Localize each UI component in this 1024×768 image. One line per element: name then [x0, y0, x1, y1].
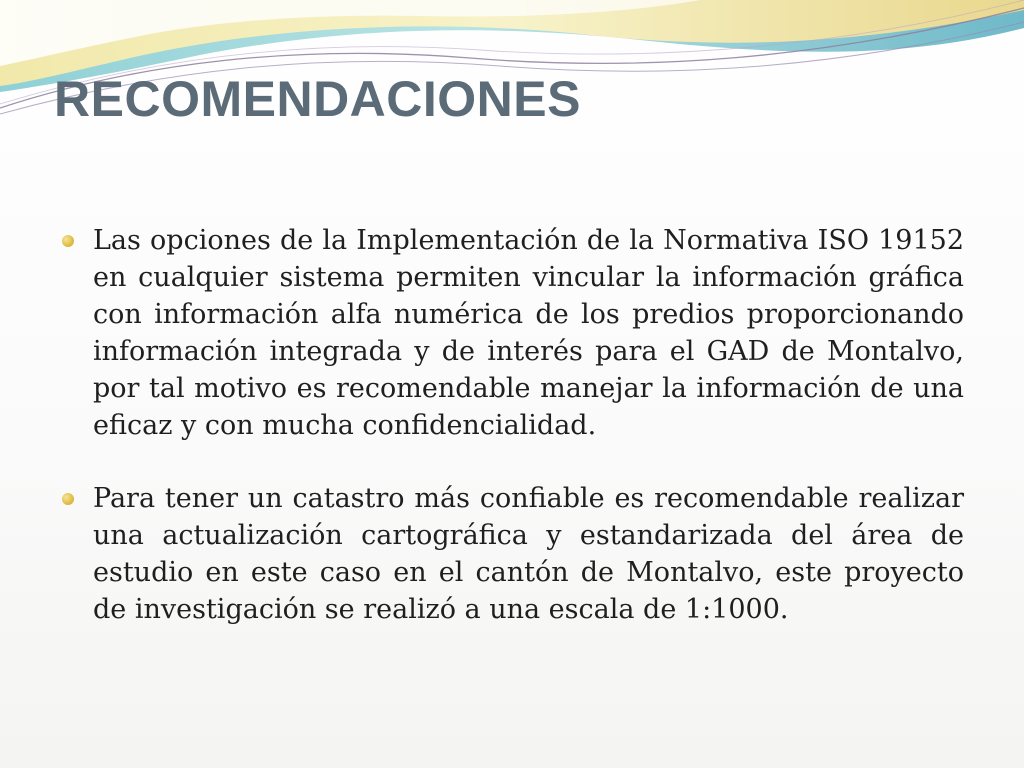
bullet-list — [60, 222, 964, 628]
bullet-dot-icon — [62, 493, 74, 505]
slide-title: RECOMENDACIONES — [54, 71, 581, 127]
bullet-text: Las opciones de la Implementación de la Normativa ISO 19152 en cualquier sistema permiten vincular la información gráfica con información alfa numérica de los predios proporcionando información integrada y de interés para el GAD de Montalvo, por tal motivo es recomendable manejar la información de una eficaz y con mucha confidencialidad. — [93, 225, 964, 441]
bullet-dot-icon — [62, 235, 74, 247]
bullet-item — [60, 222, 964, 444]
bullet-item — [60, 480, 964, 628]
bullet-text: Para tener un catastro más confiable es recomendable realizar una actualización cartográfica y estandarizada del área de estudio en este caso en el cantón de Montalvo, este proyecto de investigación se realizó a una escala de 1:1000. — [93, 483, 964, 625]
